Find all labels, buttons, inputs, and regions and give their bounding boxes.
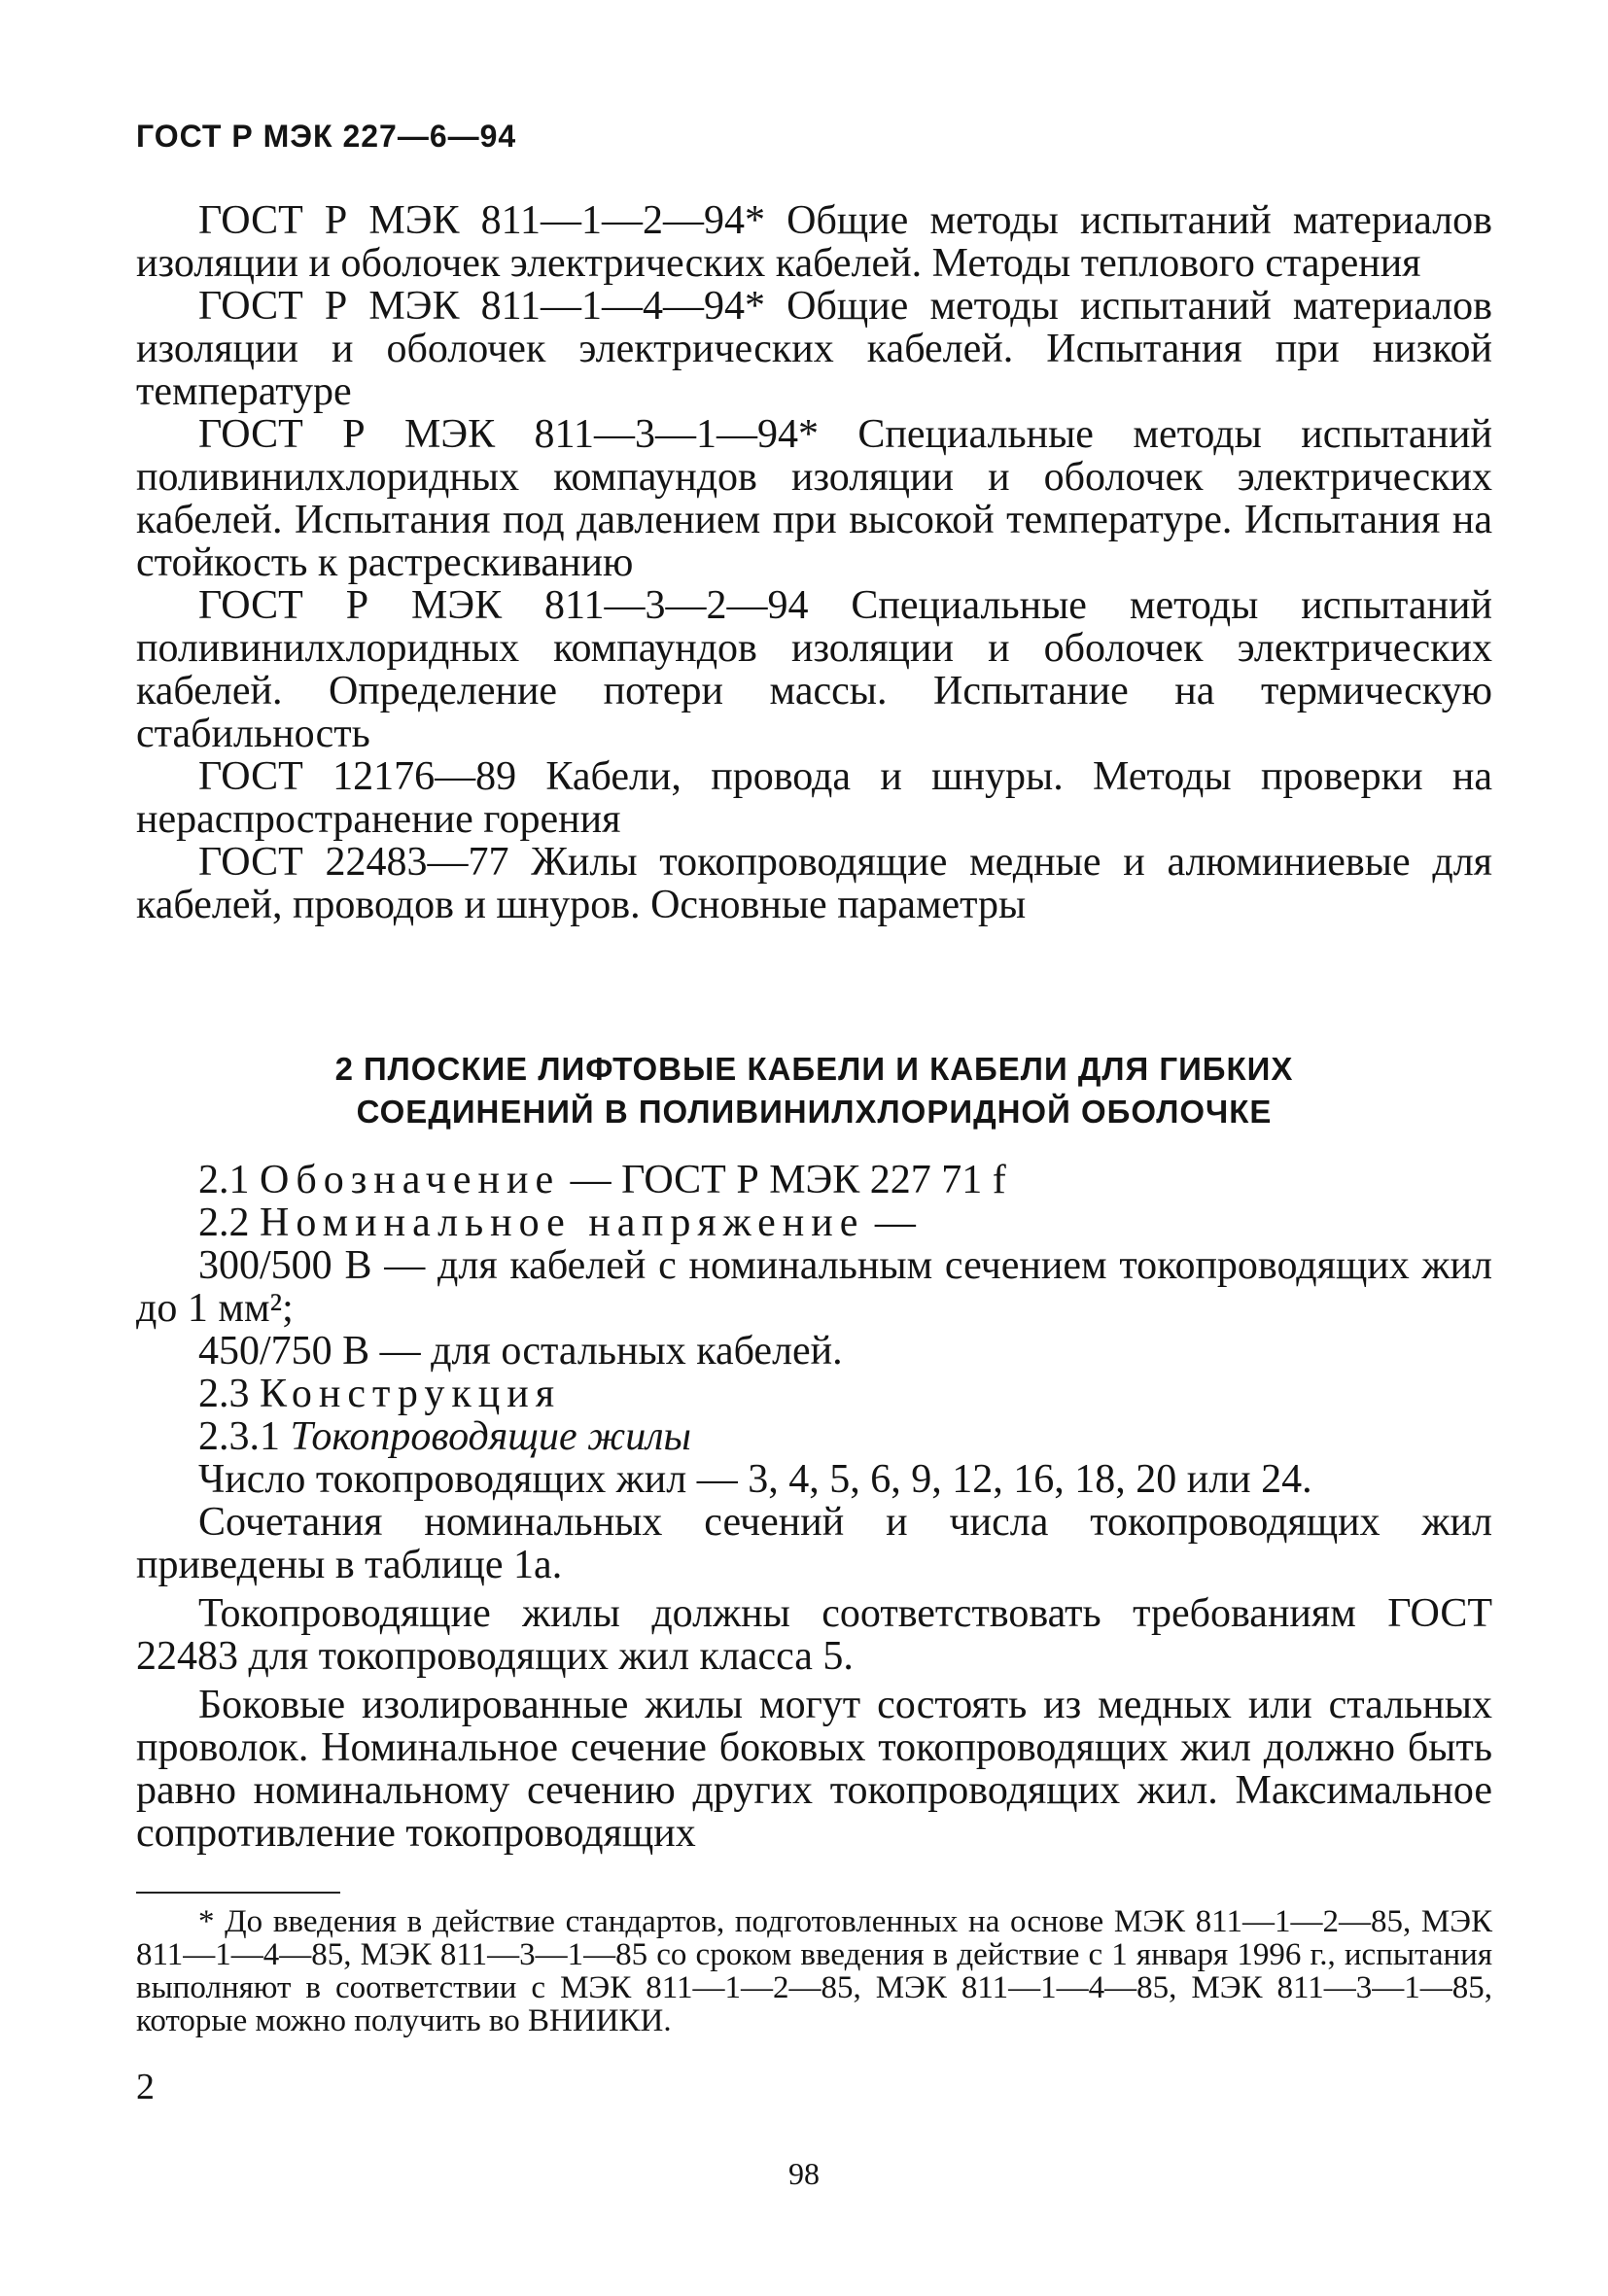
clause-number: 2.3	[198, 1372, 250, 1416]
side-cores-paragraph: Боковые изолированные жилы могут состоять из медных или стальных проволок. Номинальное сечение боковых токопроводящих жил должно быть равно номинальному сечению других токопроводящих жил. Максимальное сопротивление токопроводящих	[136, 1683, 1492, 1856]
clause-2-3-1	[136, 1415, 1492, 1458]
clause-2-2	[136, 1201, 1492, 1244]
page-number-center: 98	[788, 2156, 820, 2191]
section-2-body	[136, 1159, 1492, 1855]
reference-item: ГОСТ Р МЭК 811—3—2—94 Специальные методы испытаний поливинилхлоридных компаундов изоляции и оболочек электрических кабелей. Определение потери массы. Испытание на термическую стабильность	[136, 583, 1492, 756]
clause-label: Номинальное напряжение	[260, 1200, 865, 1245]
section-title-text-1: ПЛОСКИЕ ЛИФТОВЫЕ КАБЕЛИ И КАБЕЛИ ДЛЯ ГИБКИХ	[363, 1051, 1294, 1087]
section-title	[136, 1048, 1492, 1133]
requirements-paragraph: Токопроводящие жилы должны соответствовать требованиям ГОСТ 22483 для токопроводящих жил класса 5.	[136, 1591, 1492, 1679]
reference-item: ГОСТ Р МЭК 811—1—4—94* Общие методы испытаний материалов изоляции и оболочек электрических кабелей. Испытания при низкой температуре	[136, 284, 1492, 414]
references-list	[136, 199, 1492, 926]
clause-number: 2.1	[198, 1158, 250, 1202]
clause-number: 2.3.1	[198, 1414, 280, 1459]
clause-2-3	[136, 1373, 1492, 1415]
clause-text: — ГОСТ Р МЭК 227 71 f	[570, 1158, 1006, 1202]
clause-number: 2.2	[198, 1200, 250, 1245]
clause-dash: —	[874, 1200, 916, 1245]
section-title-line-1	[136, 1048, 1492, 1091]
page-number-left: 2	[136, 2067, 155, 2107]
voltage-line-1: 300/500 В — для кабелей с номинальным сечением токопроводящих жил до 1 мм²;	[136, 1243, 1492, 1331]
footnote-divider	[136, 1892, 340, 1894]
reference-item: ГОСТ 12176—89 Кабели, провода и шнуры. Методы проверки на нераспространение горения	[136, 754, 1492, 842]
cores-count-paragraph: Число токопроводящих жил — 3, 4, 5, 6, 9, 12, 16, 18, 20 или 24.	[198, 1457, 1312, 1502]
clause-label: Токопроводящие жилы	[290, 1414, 691, 1459]
page-header: ГОСТ Р МЭК 227—6—94	[136, 119, 517, 154]
clause-label: Обозначение	[260, 1158, 561, 1202]
reference-item: ГОСТ Р МЭК 811—1—2—94* Общие методы испытаний материалов изоляции и оболочек электрических кабелей. Методы теплового старения	[136, 198, 1492, 286]
clause-2-1	[136, 1159, 1492, 1201]
combinations-paragraph: Сочетания номинальных сечений и числа токопроводящих жил приведены в таблице 1а.	[136, 1500, 1492, 1587]
section-title-line-2: СОЕДИНЕНИЙ В ПОЛИВИНИЛХЛОРИДНОЙ ОБОЛОЧКЕ	[356, 1094, 1273, 1130]
footnote: * До введения в действие стандартов, подготовленных на основе МЭК 811—1—2—85, МЭК 811—1—4—85, МЭК 811—3—1—85 со сроком введения в действие с 1 января 1996 г., испытания выполняют в соответствии с МЭК 811—1—2—85, МЭК 811—1—4—85, МЭК 811—3—1—85, которые можно получить во ВНИИКИ.	[136, 1904, 1492, 2038]
section-number: 2	[334, 1051, 354, 1087]
clause-label: Конструкция	[260, 1372, 562, 1416]
voltage-line-2: 450/750 В — для остальных кабелей.	[198, 1329, 843, 1374]
reference-item: ГОСТ Р МЭК 811—3—1—94* Специальные методы испытаний поливинилхлоридных компаундов изоляции и оболочек электрических кабелей. Испытания под давлением при высокой температуре. Испытания на стойкость к растрескиванию	[136, 412, 1492, 585]
reference-item: ГОСТ 22483—77 Жилы токопроводящие медные и алюминиевые для кабелей, проводов и шнуров. Основные параметры	[136, 840, 1492, 927]
